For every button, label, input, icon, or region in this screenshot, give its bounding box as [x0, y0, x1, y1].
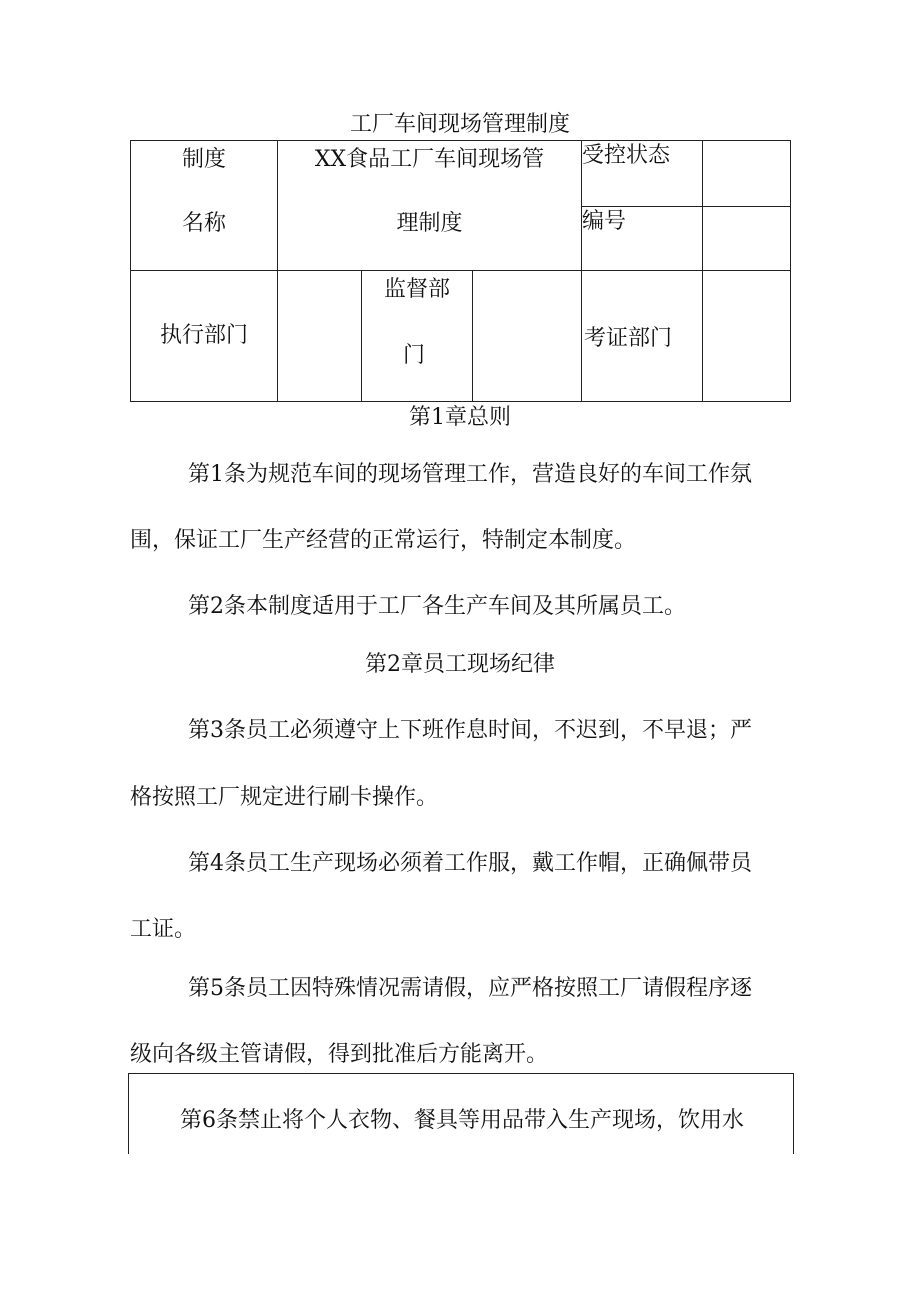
supervise-label-cell [362, 271, 473, 402]
exec-label: 执行部门 [131, 271, 278, 402]
article6-line1: 第6条禁止将个人衣物、餐具等用品带入生产现场，饮用水 [180, 1108, 744, 1133]
article3-line2: 格按照工厂规定进行刷卡操作。 [130, 785, 439, 810]
info-table [130, 140, 791, 402]
verify-label: 考证部门 [582, 271, 703, 402]
name-value-cell [278, 141, 582, 271]
status-value-cell [703, 141, 791, 207]
article5-line2: 级向各级主管请假，得到批准后方能离开。 [130, 1042, 549, 1067]
document-title: 工厂车间现场管理制度 [349, 112, 570, 137]
status-label: 受控状态 [582, 141, 703, 207]
number-label: 编号 [582, 207, 703, 271]
article5-line1: 第5条员工因特殊情况需请假，应严格按照工厂请假程序逐 [188, 976, 752, 1001]
chapter2-heading: 第2章员工现场纪律 [365, 652, 555, 677]
supervise-value-cell [473, 271, 582, 402]
name-label-cell [131, 141, 278, 271]
supervise-label-line2: 门 [402, 343, 425, 368]
article1-line1: 第1条为规范车间的现场管理工作，营造良好的车间工作氛 [188, 462, 752, 487]
article3-line1: 第3条员工必须遵守上下班作息时间，不迟到，不早退；严 [188, 718, 752, 743]
name-label-line1: 制度 [181, 147, 226, 172]
number-value-cell [703, 207, 791, 271]
name-value-line2: 理制度 [396, 211, 463, 236]
article4-line2: 工证。 [130, 917, 197, 942]
supervise-label-line1: 监督部 [383, 277, 450, 302]
name-value-line1: XX食品工厂车间现场管 [314, 147, 545, 172]
article4-line1: 第4条员工生产现场必须着工作服，戴工作帽，正确佩带员 [188, 851, 752, 876]
verify-value-cell [703, 271, 791, 402]
name-label-line2: 名称 [181, 211, 226, 236]
exec-value-cell [278, 271, 362, 402]
article2: 第2条本制度适用于工厂各生产车间及其所属员工。 [188, 594, 686, 619]
article1-line2: 围，保证工厂生产经营的正常运行，特制定本制度。 [130, 528, 637, 553]
chapter1-heading: 第1章总则 [409, 405, 511, 430]
